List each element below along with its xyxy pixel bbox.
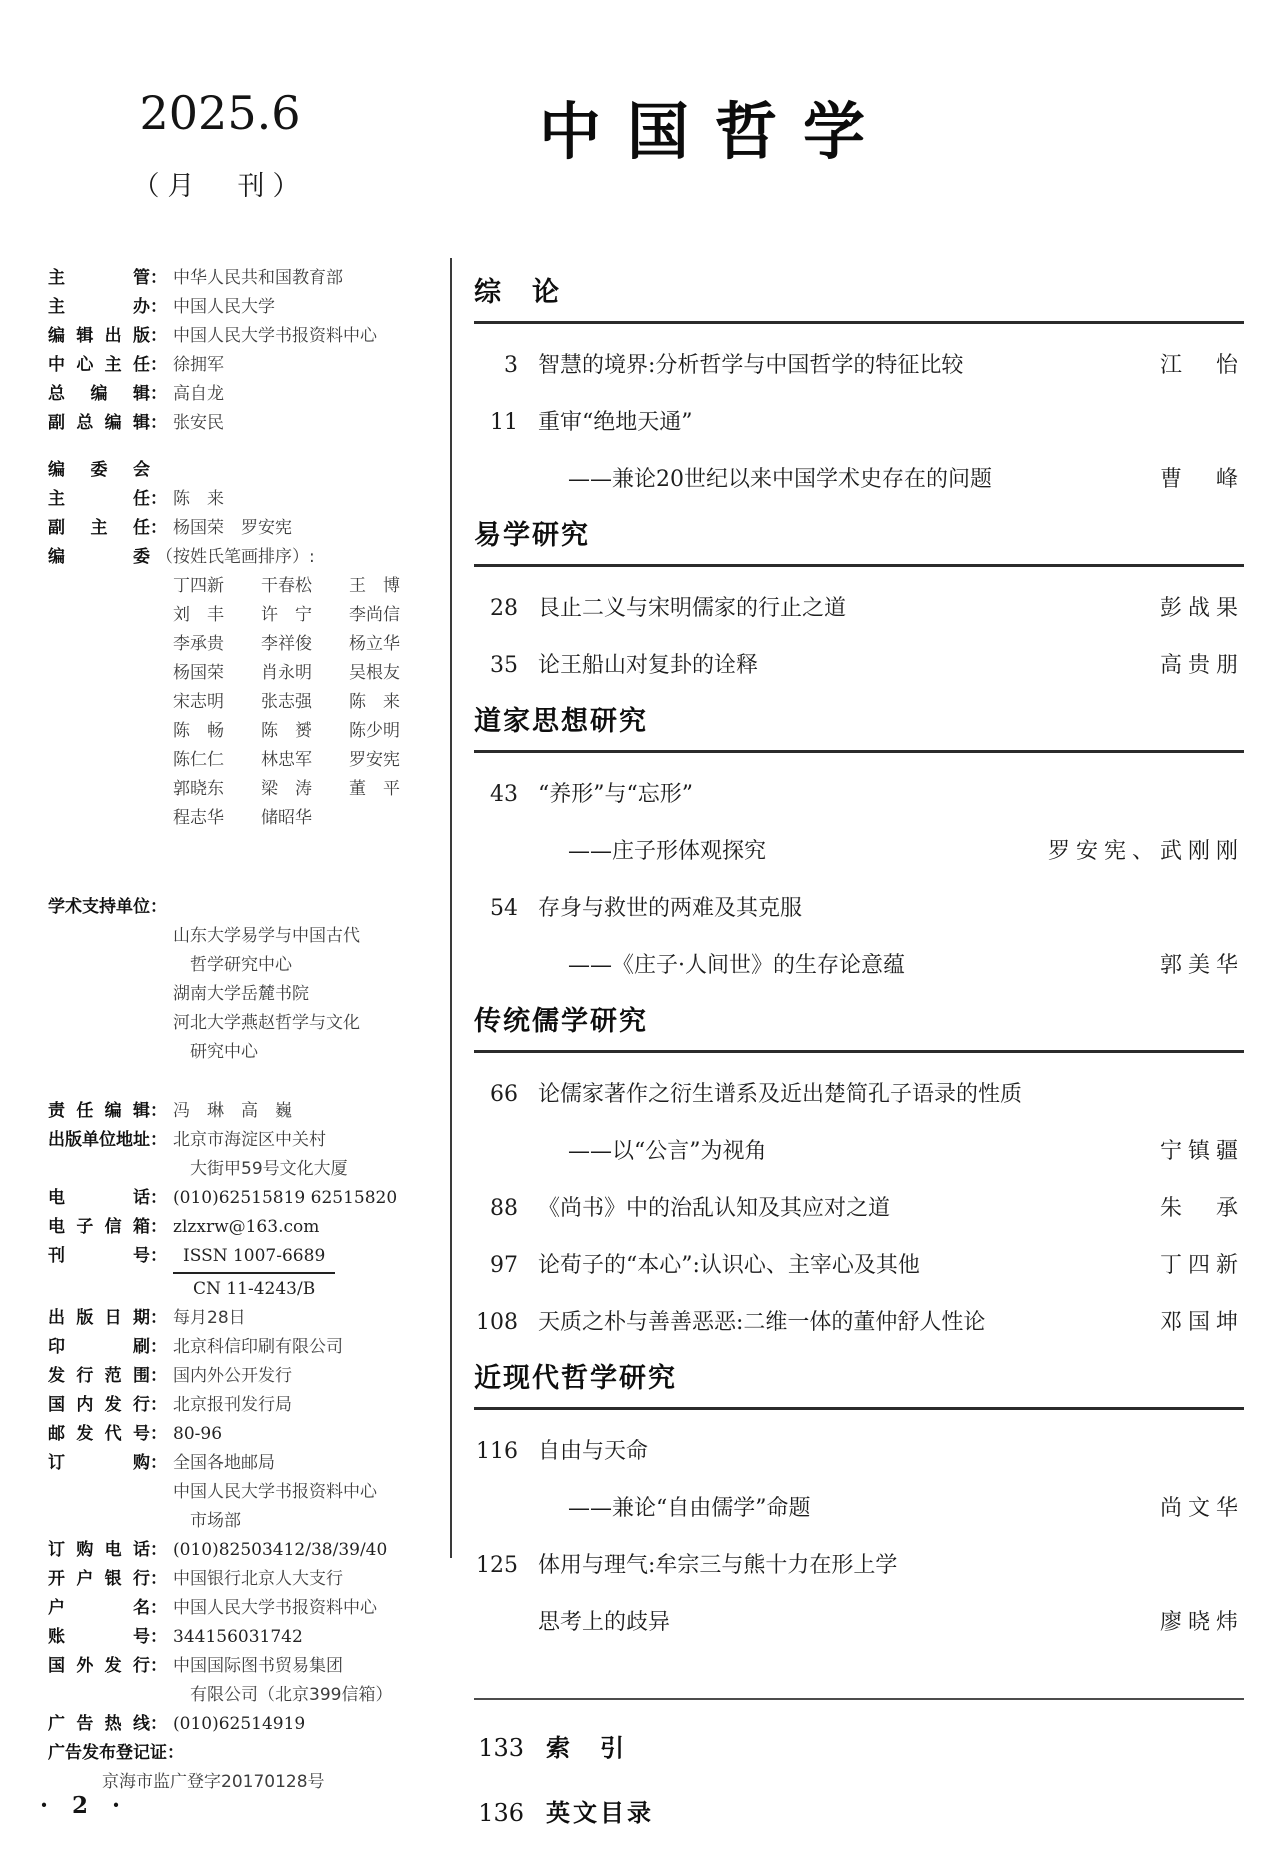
masthead-row-sponsor <box>48 293 450 322</box>
toc-section-modern <box>474 1360 1244 1638</box>
field-label: 编辑出版 <box>48 326 150 346</box>
colon: ： <box>150 1130 167 1150</box>
masthead-row-bank <box>48 1565 450 1594</box>
ad-license-number: 京海市监广登字20170128号 <box>102 1772 325 1792</box>
colon: ： <box>150 1540 167 1560</box>
board-members-row <box>48 630 450 659</box>
field-value: 中国银行北京人大支行 <box>173 1569 343 1589</box>
issue-frequency: （月 刊） <box>132 171 308 202</box>
field-label: 电话 <box>48 1188 150 1208</box>
academic-support-heading <box>48 893 450 922</box>
colon: ： <box>150 1598 167 1618</box>
toc-entry <box>474 1436 1244 1467</box>
entry-author: 廖晓炜 <box>1159 1610 1244 1635</box>
masthead-row-postal-code <box>48 1420 450 1449</box>
field-label: 副总编辑 <box>48 413 150 433</box>
entry-title: 《尚书》中的治乱认知及其应对之道 <box>538 1196 891 1221</box>
entry-author: 罗安宪、武刚刚 <box>1047 839 1244 864</box>
member-name: 杨立华 <box>349 634 400 654</box>
field-label: 户名 <box>48 1598 150 1618</box>
field-label: 国外发行 <box>48 1656 150 1676</box>
member-name: 郭晓东 <box>173 779 224 799</box>
entry-page-number: 54 <box>490 896 518 921</box>
entry-title: 存身与救世的两难及其克服 <box>538 896 803 921</box>
entry-author: 高贵朋 <box>1159 653 1244 678</box>
toc-entry <box>474 1550 1244 1581</box>
member-name: 王 博 <box>349 576 400 596</box>
entry-page-number: 88 <box>490 1196 518 1221</box>
board-members-row <box>48 572 450 601</box>
entry-subtitle: ——庄子形体观探究 <box>568 839 767 864</box>
field-label: 印刷 <box>48 1337 150 1357</box>
address-line: 大街甲59号文化大厦 <box>190 1159 348 1179</box>
colon: ： <box>150 1366 167 1386</box>
toc-entry <box>474 650 1244 681</box>
title-block <box>440 0 1280 252</box>
member-name: 罗安宪 <box>349 750 400 770</box>
masthead-row-account-name <box>48 1594 450 1623</box>
field-value: 国内外公开发行 <box>173 1366 292 1386</box>
field-value: 北京科信印刷有限公司 <box>173 1337 343 1357</box>
field-value <box>173 1652 392 1710</box>
board-members-row <box>48 717 450 746</box>
field-value: 中国人民大学书报资料中心 <box>173 326 377 346</box>
entry-title-continued: 思考上的歧异 <box>538 1610 671 1635</box>
board-row-chair <box>48 485 450 514</box>
support-unit-line: 研究中心 <box>190 1042 258 1062</box>
column-divider-line <box>450 258 452 1558</box>
field-label: 刊号 <box>48 1246 150 1266</box>
issn-cn-fraction <box>173 1242 335 1304</box>
member-name: 陈 来 <box>349 692 400 712</box>
section-label: 编委会 <box>48 460 150 480</box>
masthead-row-pubdate <box>48 1304 450 1333</box>
masthead-row-scope <box>48 1362 450 1391</box>
field-label: 出版日期 <box>48 1308 150 1328</box>
colon: ： <box>150 1337 167 1357</box>
entry-author: 丁四新 <box>1159 1253 1244 1278</box>
entry-page-number: 108 <box>476 1310 518 1335</box>
masthead-row-supervisor <box>48 264 450 293</box>
colon: ： <box>150 1627 167 1647</box>
toc-entry <box>474 1193 1244 1224</box>
field-label: 发行范围 <box>48 1366 150 1386</box>
masthead-row-phone <box>48 1184 450 1213</box>
masthead-row-ad-license <box>48 1739 450 1768</box>
member-name: 杨国荣 <box>173 663 224 683</box>
toc-entry <box>474 1307 1244 1338</box>
colon: ： <box>150 1217 167 1237</box>
member-name: 吴根友 <box>349 663 400 683</box>
toc-column <box>452 252 1280 1830</box>
board-row-members-label <box>48 543 450 572</box>
toc-entry <box>474 893 1244 924</box>
toc-entry-subtitle <box>474 836 1244 867</box>
spacer <box>48 438 450 456</box>
board-members-row <box>48 601 450 630</box>
field-label: 学术支持单位 <box>48 897 150 917</box>
toc-footer-entry-english-contents <box>474 1797 1244 1830</box>
entry-page-number: 66 <box>490 1082 518 1107</box>
member-name: 董 平 <box>349 779 400 799</box>
colon: ： <box>150 1569 167 1589</box>
member-name: 李承贵 <box>173 634 224 654</box>
entry-title: 索 引 <box>546 1734 627 1762</box>
colon: ： <box>150 1308 167 1328</box>
colon: ： <box>167 1743 184 1763</box>
field-label: 广告发布登记证 <box>48 1743 167 1763</box>
entry-page-number: 35 <box>490 653 518 678</box>
section-heading: 近现代哲学研究 <box>474 1363 677 1394</box>
field-value <box>173 1126 348 1184</box>
masthead-row-ad-hotline <box>48 1710 450 1739</box>
section-heading: 易学研究 <box>474 520 590 551</box>
masthead-row-account-number <box>48 1623 450 1652</box>
member-name: 肖永明 <box>261 663 312 683</box>
colon: ： <box>150 897 167 917</box>
field-label: 开户银行 <box>48 1569 150 1589</box>
member-name: 干春松 <box>261 576 312 596</box>
entry-author: 朱 承 <box>1159 1196 1244 1221</box>
entry-page-number: 125 <box>476 1553 518 1578</box>
toc-entry-subtitle <box>474 464 1244 495</box>
toc-entry <box>474 407 1244 438</box>
issn-number: ISSN 1007-6689 <box>173 1242 335 1274</box>
member-name: 丁四新 <box>173 576 224 596</box>
colon: ： <box>150 1656 167 1676</box>
board-row-vice-chair <box>48 514 450 543</box>
field-label: 订购 <box>48 1453 150 1473</box>
field-label: 主任 <box>48 489 150 509</box>
masthead-row-subscription-phone <box>48 1536 450 1565</box>
member-name: 程志华 <box>173 808 224 828</box>
toc-entry <box>474 779 1244 810</box>
masthead-row-center-director <box>48 351 450 380</box>
entry-title: 论儒家著作之衍生谱系及近出楚简孔子语录的性质 <box>538 1082 1023 1107</box>
entry-author: 彭战果 <box>1159 596 1244 621</box>
field-label: 主管 <box>48 268 150 288</box>
field-value: (010)62514919 <box>173 1714 306 1734</box>
entry-title: 论王船山对复卦的诠释 <box>538 653 759 678</box>
section-rule <box>474 1050 1244 1053</box>
entry-author: 郭美华 <box>1159 953 1244 978</box>
entry-title: 自由与天命 <box>538 1439 649 1464</box>
field-value: 张安民 <box>173 413 224 433</box>
member-name: 林忠军 <box>261 750 312 770</box>
field-value: 每月28日 <box>173 1308 246 1328</box>
colon: ： <box>150 355 167 375</box>
field-label: 责任编辑 <box>48 1101 150 1121</box>
field-label: 广告热线 <box>48 1714 150 1734</box>
section-rule <box>474 750 1244 753</box>
subscription-line: 全国各地邮局 <box>173 1453 275 1473</box>
field-label: 主办 <box>48 297 150 317</box>
section-rule <box>474 321 1244 324</box>
entry-author: 邓国坤 <box>1159 1310 1244 1335</box>
field-label: 中心主任 <box>48 355 150 375</box>
subscription-line: 市场部 <box>190 1511 241 1531</box>
colon: ： <box>150 413 167 433</box>
colon: ： <box>150 1246 167 1266</box>
section-heading: 传统儒学研究 <box>474 1006 648 1037</box>
section-rule <box>474 1407 1244 1410</box>
colon: ： <box>150 1395 167 1415</box>
field-value: 陈 来 <box>173 489 224 509</box>
toc-entry <box>474 1079 1244 1110</box>
entry-subtitle: ——兼论20世纪以来中国学术史存在的问题 <box>568 467 992 492</box>
field-label: 国内发行 <box>48 1395 150 1415</box>
colon: ： <box>150 326 167 346</box>
entry-title: 论荀子的“本心”:认识心、主宰心及其他 <box>538 1253 920 1278</box>
toc-entry-subtitle <box>474 1136 1244 1167</box>
member-name: 李祥俊 <box>261 634 312 654</box>
field-label: 订购电话 <box>48 1540 150 1560</box>
colon: ： <box>150 1424 167 1444</box>
issue-block <box>0 0 440 252</box>
field-value <box>173 1449 377 1536</box>
toc-entry-continuation <box>474 1607 1244 1638</box>
entry-title: 体用与理气:牟宗三与熊十力在形上学 <box>538 1553 898 1578</box>
toc-section-general <box>474 274 1244 495</box>
content-columns <box>0 252 1280 1830</box>
member-name: 刘 丰 <box>173 605 224 625</box>
entry-title: 英文目录 <box>546 1799 654 1827</box>
colon: ： <box>150 1453 167 1473</box>
masthead-row-chief-editor <box>48 380 450 409</box>
support-unit-line: 哲学研究中心 <box>190 955 292 975</box>
entry-page-number: 97 <box>490 1253 518 1278</box>
colon: ： <box>150 297 167 317</box>
field-label: 总编辑 <box>48 384 150 404</box>
field-value: 中国人民大学 <box>173 297 275 317</box>
entry-author: 江 怡 <box>1159 353 1244 378</box>
board-members-row <box>48 804 450 833</box>
overseas-line: 有限公司（北京399信箱） <box>190 1685 393 1705</box>
member-name: 陈 赟 <box>261 721 312 741</box>
entry-page-number: 116 <box>476 1439 518 1464</box>
masthead-row-publisher <box>48 322 450 351</box>
colon: ： <box>150 489 167 509</box>
spacer <box>48 833 450 893</box>
colon: ： <box>150 1101 167 1121</box>
masthead-row-issn-cn <box>48 1242 450 1304</box>
field-value: 344156031742 <box>173 1627 303 1647</box>
field-value: 中华人民共和国教育部 <box>173 268 343 288</box>
entry-page-number: 3 <box>504 353 518 378</box>
field-label: 副主任 <box>48 518 150 538</box>
board-members-row <box>48 659 450 688</box>
masthead-row-email <box>48 1213 450 1242</box>
colon: ： <box>150 518 167 538</box>
field-label: 邮发代号 <box>48 1424 150 1444</box>
toc-entry <box>474 350 1244 381</box>
colon: ： <box>150 384 167 404</box>
entry-title: 智慧的境界:分析哲学与中国哲学的特征比较 <box>538 353 964 378</box>
masthead-row-printer <box>48 1333 450 1362</box>
field-value: 80-96 <box>173 1424 223 1444</box>
toc-entry <box>474 593 1244 624</box>
entry-title: 重审“绝地天通” <box>538 410 693 435</box>
masthead-row-deputy-chief-editor <box>48 409 450 438</box>
entry-subtitle: ——以“公言”为视角 <box>568 1139 767 1164</box>
page-number: · 2 · <box>40 1792 129 1819</box>
section-rule <box>474 564 1244 567</box>
board-members-row <box>48 688 450 717</box>
toc-section-confucian <box>474 1003 1244 1338</box>
toc-footer-entry-index <box>474 1732 1244 1765</box>
section-heading: 道家思想研究 <box>474 706 648 737</box>
entry-page-number: 133 <box>478 1734 524 1762</box>
page-header <box>0 0 1280 252</box>
editorial-board-heading <box>48 456 450 485</box>
entry-author: 曹 峰 <box>1159 467 1244 492</box>
field-value: 高自龙 <box>173 384 224 404</box>
issue-number: 2025.6 <box>139 86 301 140</box>
entry-page-number: 11 <box>490 410 518 435</box>
entry-author: 尚文华 <box>1159 1496 1244 1521</box>
member-name: 陈仁仁 <box>173 750 224 770</box>
address-line: 北京市海淀区中关村 <box>173 1130 326 1150</box>
spacer <box>48 1067 450 1097</box>
member-name: 李尚信 <box>349 605 400 625</box>
colon: ： <box>150 268 167 288</box>
subscription-line: 中国人民大学书报资料中心 <box>173 1482 377 1502</box>
entry-page-number: 28 <box>490 596 518 621</box>
members-sort-note: （按姓氏笔画排序）: <box>156 547 315 567</box>
masthead-row-overseas-distribution <box>48 1652 450 1710</box>
field-value: 徐拥军 <box>173 355 224 375</box>
entry-subtitle: ——兼论“自由儒学”命题 <box>568 1496 811 1521</box>
toc-section-daoist <box>474 703 1244 981</box>
member-name: 储昭华 <box>261 808 312 828</box>
field-label: 电子信箱 <box>48 1217 150 1237</box>
support-unit-line: 河北大学燕赵哲学与文化 <box>173 1013 360 1033</box>
field-value: 冯 琳 高 巍 <box>173 1101 292 1121</box>
journal-title: 中国哲学 <box>538 95 891 168</box>
support-unit-line: 湖南大学岳麓书院 <box>173 984 309 1004</box>
entry-title: 艮止二义与宋明儒家的行止之道 <box>538 596 847 621</box>
toc-entry <box>474 1250 1244 1281</box>
member-name: 梁 涛 <box>261 779 312 799</box>
member-name: 陈少明 <box>349 721 400 741</box>
toc-section-yixue <box>474 517 1244 681</box>
colon: ： <box>150 1188 167 1208</box>
field-value: 中国人民大学书报资料中心 <box>173 1598 377 1618</box>
entry-page-number: 136 <box>478 1799 524 1827</box>
entry-subtitle: ——《庄子·人间世》的生存论意蕴 <box>568 953 905 978</box>
toc-entry-subtitle <box>474 950 1244 981</box>
masthead-row-domestic-distribution <box>48 1391 450 1420</box>
entry-author: 宁镇疆 <box>1159 1139 1244 1164</box>
masthead-row-subscription <box>48 1449 450 1536</box>
entry-title: 天质之朴与善善恶恶:二维一体的董仲舒人性论 <box>538 1310 986 1335</box>
colon: ： <box>150 1714 167 1734</box>
field-label: 编委 <box>48 547 150 567</box>
footer-rule <box>474 1698 1244 1700</box>
member-name: 陈 畅 <box>173 721 224 741</box>
member-name: 许 宁 <box>261 605 312 625</box>
entry-page-number: 43 <box>490 782 518 807</box>
board-members-row <box>48 746 450 775</box>
support-unit-line: 山东大学易学与中国古代 <box>173 926 360 946</box>
field-value: (010)62515819 62515820 <box>173 1188 398 1208</box>
section-heading: 综 论 <box>474 277 561 308</box>
masthead-column <box>0 252 450 1797</box>
entry-title: “养形”与“忘形” <box>538 782 693 807</box>
cn-number: CN 11-4243/B <box>193 1279 316 1299</box>
board-members-row <box>48 775 450 804</box>
field-value: (010)82503412/38/39/40 <box>173 1540 388 1560</box>
field-label: 账号 <box>48 1627 150 1647</box>
member-name: 宋志明 <box>173 692 224 712</box>
field-value: zlzxrw@163.com <box>173 1217 320 1237</box>
field-value: 北京报刊发行局 <box>173 1395 292 1415</box>
toc-entry-subtitle <box>474 1493 1244 1524</box>
field-value: 杨国荣 罗安宪 <box>173 518 292 538</box>
overseas-line: 中国国际图书贸易集团 <box>173 1656 343 1676</box>
field-label: 出版单位地址 <box>48 1130 150 1150</box>
masthead-row-address <box>48 1126 450 1184</box>
masthead-row-responsible-editor <box>48 1097 450 1126</box>
member-name: 张志强 <box>261 692 312 712</box>
